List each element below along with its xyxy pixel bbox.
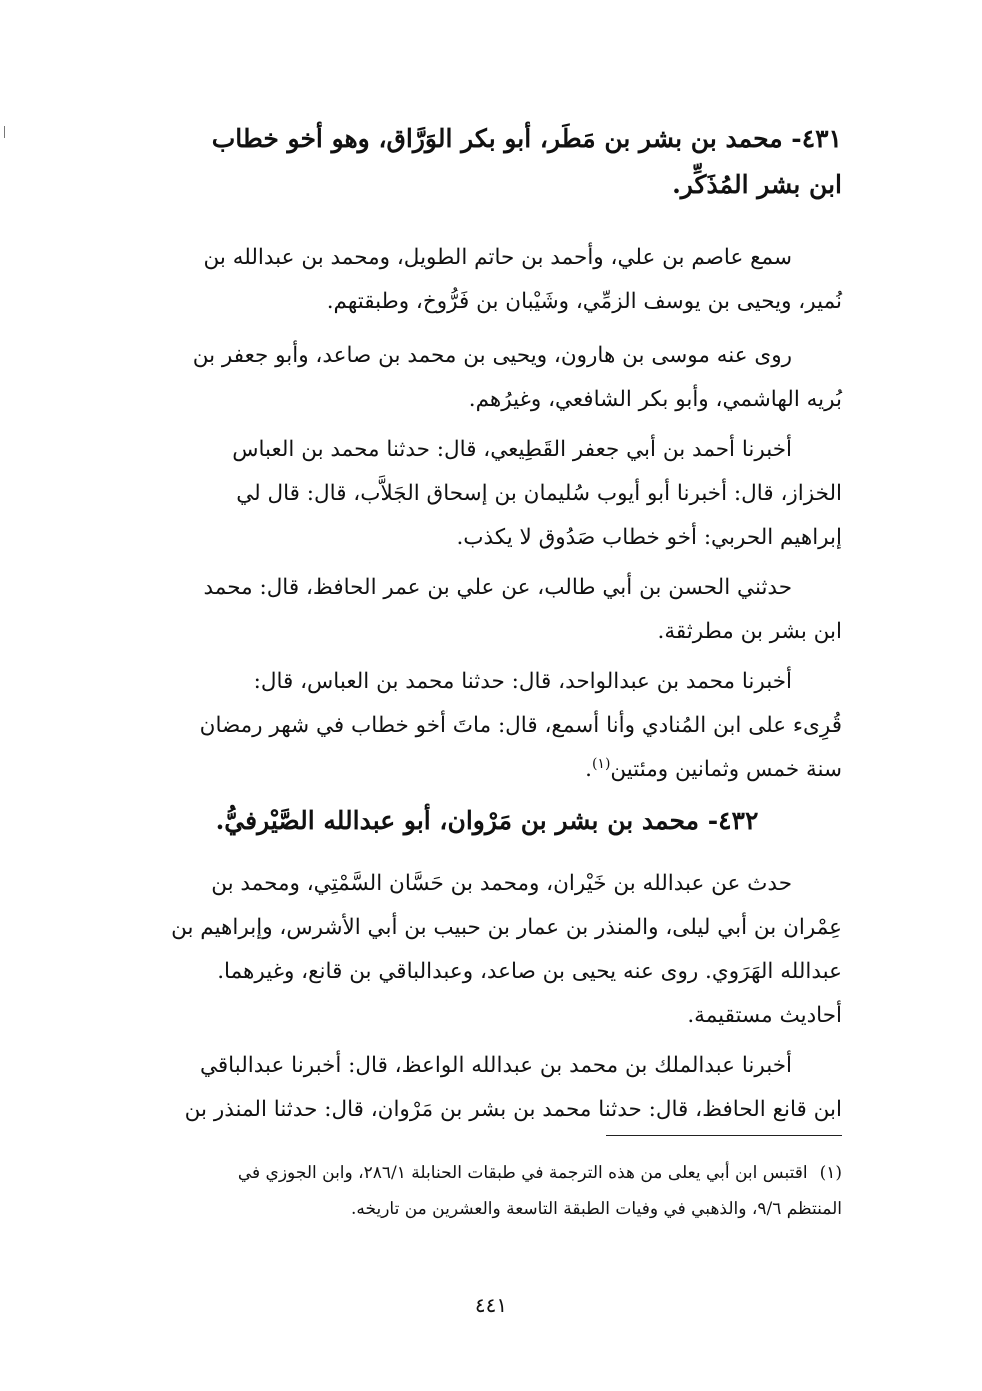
footnote-line-2: المنتظم ٩/٦، والذهبي في وفيات الطبقة التاسعة والعشرين من تاريخه.	[350, 1199, 842, 1219]
entry-431-narration-1-line-1: أخبرنا أحمد بن أبي جعفر القَطِيعي، قال: حدثنا محمد بن العباس	[232, 437, 792, 462]
entry-432-teachers-line-2: عِمْران بن أبي ليلى، والمنذر بن عمار بن حبيب بن أبي الأشرس، وإبراهيم بن	[171, 915, 842, 940]
entry-431-narration-2-line-2: ابن بشر بن مطرثقة.	[657, 619, 842, 644]
entry-431-narration-2-line-1: حدثني الحسن بن أبي طالب، عن علي بن عمر الحافظ، قال: محمد	[203, 575, 792, 600]
entry-431-heading-line-2: ابن بشر المُذَكِّر.	[672, 170, 842, 199]
entry-432-narration	[132, 1044, 842, 1132]
entry-431-teachers-line-1: سمع عاصم بن علي، وأحمد بن حاتم الطويل، ومحمد بن عبدالله بن	[203, 245, 792, 270]
entry-432-teachers-paragraph	[132, 862, 842, 1038]
entry-432-teachers-line-3: عبدالله الهَرَوي. روى عنه يحيى بن صاعد، وعبدالباقي بن قانع، وغيرهما.	[217, 959, 842, 984]
entry-431-students-line-2: بُريه الهاشمي، وأبو بكر الشافعي، وغيرُهم.	[468, 387, 842, 412]
entry-431-students-line-1: روى عنه موسى بن هارون، ويحيى بن محمد بن صاعد، وأبو جعفر بن	[192, 343, 792, 368]
footnote-separator	[606, 1135, 842, 1136]
entry-432-teachers-line-4: أحاديث مستقيمة.	[687, 1003, 842, 1028]
entry-431-heading-line-1: ٤٣١- محمد بن بشر بن مَطَر، أبو بكر الوَرَّاق، وهو أخو خطاب	[211, 124, 842, 153]
footnote	[132, 1155, 842, 1227]
entry-432-narration-line-2: ابن قانع الحافظ، قال: حدثنا محمد بن بشر بن مَرْوان، قال: حدثنا المنذر بن	[184, 1097, 842, 1122]
entry-432-heading: ٤٣٢- محمد بن بشر بن مَرْوان، أبو عبدالله الصَّيْرفيُّ.	[215, 806, 759, 835]
entry-431-narration-1-line-2: الخزاز، قال: أخبرنا أبو أيوب سُليمان بن إسحاق الجَلاَّب، قال: قال لي	[236, 481, 842, 506]
page-number: ٤٤١	[474, 1293, 508, 1317]
entry-431-students-paragraph	[132, 334, 842, 422]
footnote-reference[interactable]: (١)	[591, 755, 611, 772]
entry-431-teachers-paragraph	[132, 236, 842, 324]
entry-431-death-line-2: قُرِىء على ابن المُنادي وأنا أسمع، قال: ماتَ أخو خطاب في شهر رمضان	[199, 713, 842, 738]
scan-edge-mark	[4, 126, 5, 138]
entry-431-death-line-1: أخبرنا محمد بن عبدالواحد، قال: حدثنا محمد بن العباس، قال:	[253, 669, 792, 694]
entry-431-heading	[132, 116, 842, 208]
entry-431-death-paragraph	[132, 660, 842, 792]
entry-432-narration-line-1: أخبرنا عبدالملك بن محمد بن عبدالله الواعظ، قال: أخبرنا عبدالباقي	[199, 1053, 792, 1078]
footnote-line-1: اقتبس ابن أبي يعلى من هذه الترجمة في طبقات الحنابلة ٢٨٦/١، وابن الجوزي في	[237, 1163, 808, 1183]
entry-431-narration-1-line-3: إبراهيم الحربي: أخو خطاب صَدُوق لا يكذب.	[456, 525, 842, 550]
entry-431-death-line-3: سنة خمس وثمانين ومئتين	[610, 757, 842, 782]
footnote-marker: (١)	[819, 1163, 842, 1183]
entry-431-teachers-line-2: نُمير، ويحيى بن يوسف الزمِّي، وشَيْبان بن فَرُّوخ، وطبقتهم.	[326, 289, 842, 314]
entry-431-narration-2	[132, 566, 842, 654]
entry-431-death-line-end: .	[585, 757, 592, 782]
entry-431-narration-1	[132, 428, 842, 560]
entry-432-teachers-line-1: حدث عن عبدالله بن خَيْران، ومحمد بن حَسَّان السَّمْتِي، ومحمد بن	[211, 871, 792, 896]
